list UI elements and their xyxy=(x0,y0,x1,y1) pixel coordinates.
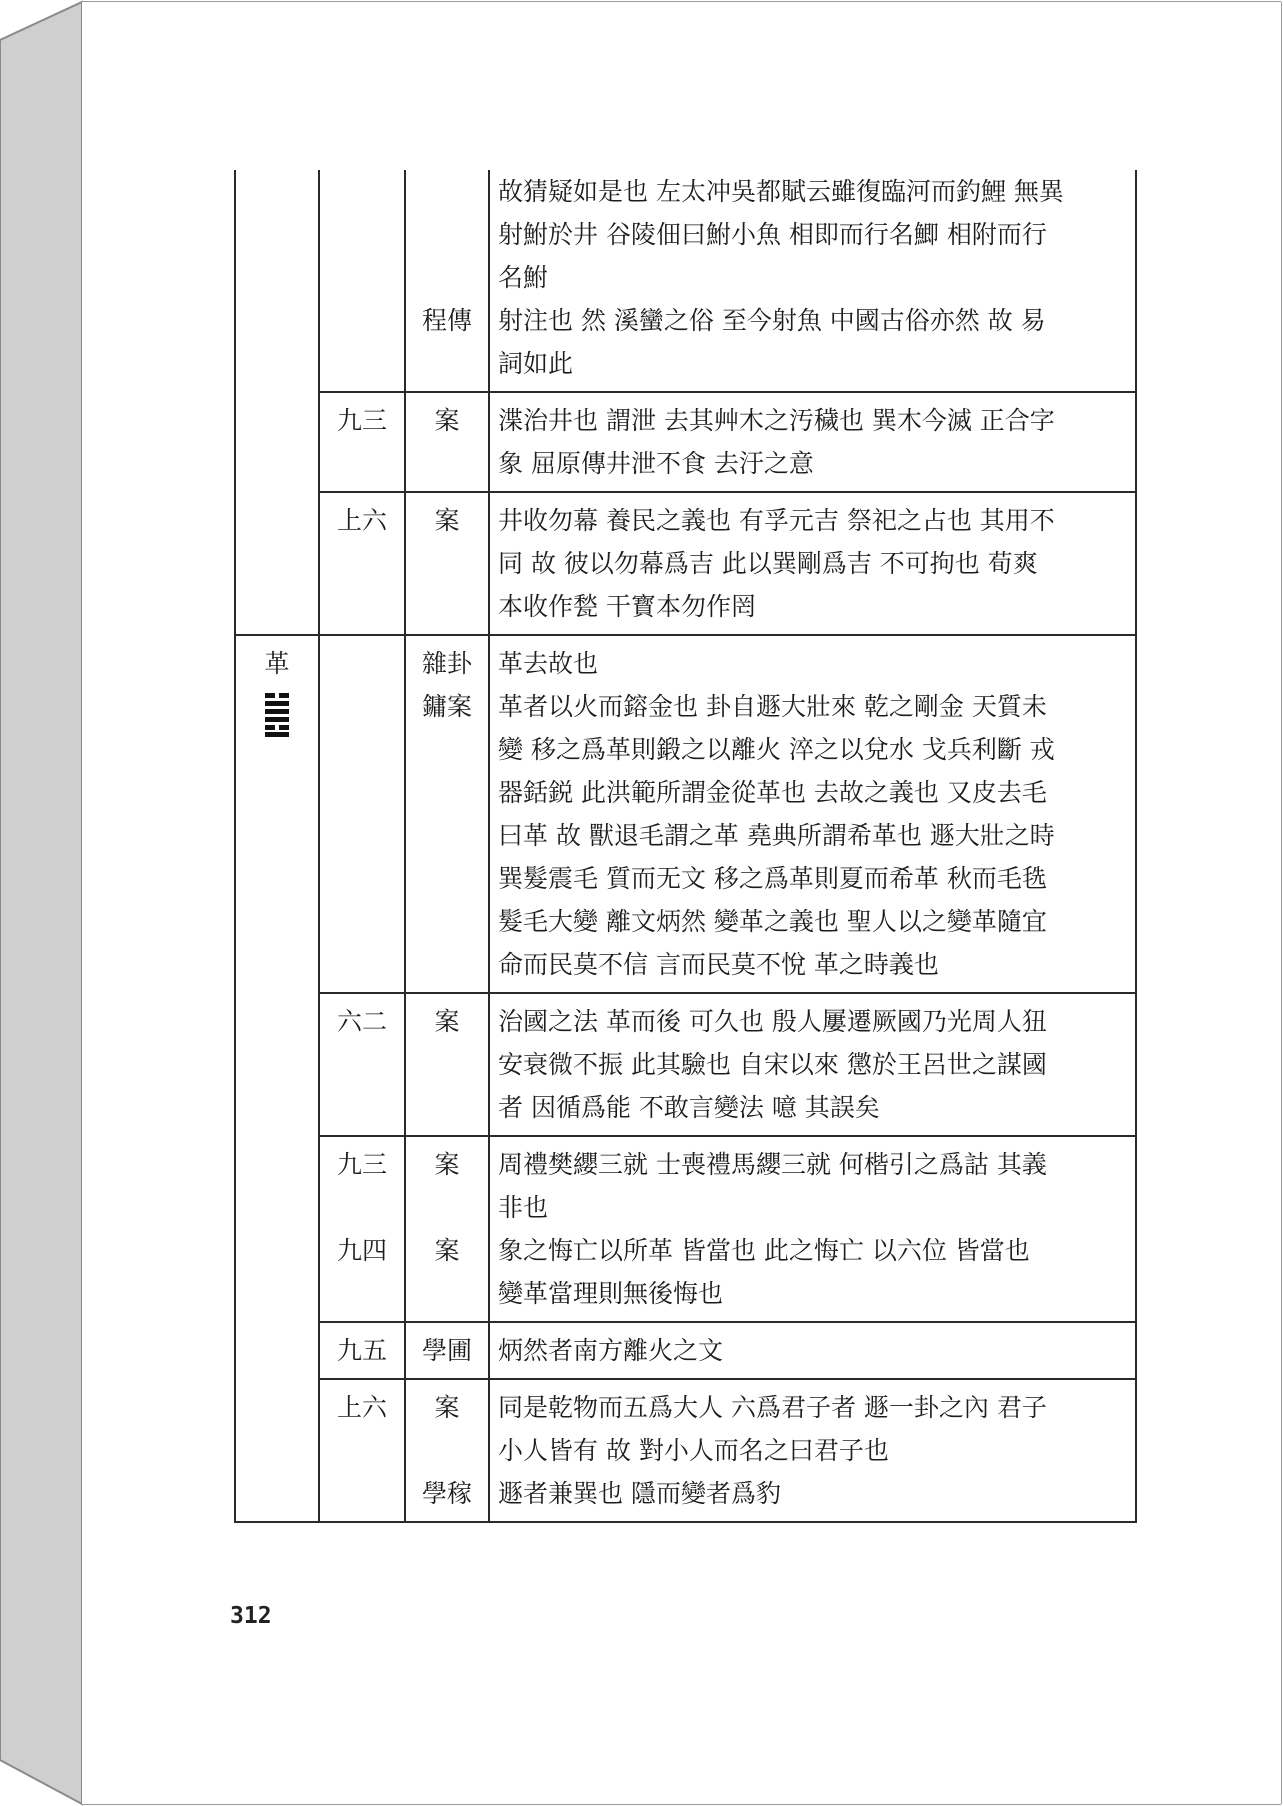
line-label: 上六 xyxy=(336,1393,387,1422)
hexagram-line xyxy=(279,693,289,698)
source-label: 案 xyxy=(434,406,460,435)
table-row xyxy=(235,1136,1136,1322)
hexagram-symbol-icon xyxy=(265,691,289,737)
line-label: 九三 xyxy=(336,406,387,435)
text-line: 變 移之爲革則鍛之以離火 淬之以兌水 戈兵利斷 戎 xyxy=(498,735,1055,764)
line-cell xyxy=(319,993,405,1136)
commentary-cell xyxy=(489,1136,1136,1322)
text-line: 本收作甃 干寳本勿作罔 xyxy=(498,592,756,621)
source-label: 案 xyxy=(434,1007,460,1036)
hexagram-line xyxy=(279,725,289,730)
table-row xyxy=(235,993,1136,1136)
text-line: 射鮒於井 谷陵佃曰鮒小魚 相即而行名鯽 相附而行 xyxy=(498,220,1047,249)
text-line: 安衰微不振 此其驗也 自宋以來 懲於王呂世之謀國 xyxy=(498,1050,1047,1079)
text-line: 者 因循爲能 不敢言變法 噫 其誤矣 xyxy=(498,1093,880,1122)
text-line: 故猜疑如是也 左太冲吳都賦云雖復臨河而釣鯉 無異 xyxy=(498,177,1064,206)
commentary-cell xyxy=(489,392,1136,492)
source-label: 案 xyxy=(434,1150,460,1179)
table-row-continued xyxy=(235,170,1136,392)
hexagram-line xyxy=(265,732,289,737)
source-cell xyxy=(405,170,489,392)
hexagram-name: 革 xyxy=(264,649,290,678)
line-label: 九四 xyxy=(336,1236,387,1265)
commentary-cell xyxy=(489,993,1136,1136)
text-line: 井收勿幕 養民之義也 有孚元吉 祭祀之占也 其用不 xyxy=(498,506,1055,535)
line-cell xyxy=(319,392,405,492)
line-cell xyxy=(319,1379,405,1522)
hexagram-line xyxy=(265,709,289,714)
source-label: 案 xyxy=(434,1236,460,1265)
text-line: 詞如此 xyxy=(498,349,574,378)
text-line: 非也 xyxy=(498,1193,549,1222)
line-cell xyxy=(319,1136,405,1322)
text-line: 變革當理則無後悔也 xyxy=(498,1279,724,1308)
line-label: 九五 xyxy=(336,1336,387,1365)
text-line: 渫治井也 謂泄 去其艸木之汚穢也 巽木今滅 正合字 xyxy=(498,406,1055,435)
source-label: 雜卦 xyxy=(421,649,472,678)
commentary-cell xyxy=(489,170,1136,392)
text-line: 象之悔亡以所革 皆當也 此之悔亡 以六位 皆當也 xyxy=(498,1236,1030,1265)
text-line: 曰革 故 獸退毛謂之革 堯典所謂希革也 遯大壯之時 xyxy=(498,821,1055,850)
line-cell xyxy=(319,492,405,635)
source-label: 程傳 xyxy=(421,306,472,335)
line-cell xyxy=(319,1322,405,1379)
hexagram-line xyxy=(265,725,275,730)
line-cell xyxy=(319,170,405,392)
source-cell xyxy=(405,635,489,993)
source-cell xyxy=(405,1379,489,1522)
source-cell xyxy=(405,492,489,635)
text-line: 器銛鋭 此洪範所謂金從革也 去故之義也 又皮去毛 xyxy=(498,778,1047,807)
text-line: 名鮒 xyxy=(498,263,549,292)
text-line: 射注也 然 溪蠻之俗 至今射魚 中國古俗亦然 故 易 xyxy=(498,306,1046,335)
source-label: 案 xyxy=(434,506,460,535)
commentary-cell xyxy=(489,1379,1136,1522)
hexagram-line xyxy=(265,701,289,706)
text-line: 革者以火而鎔金也 卦自遯大壯來 乾之剛金 天質未 xyxy=(498,692,1047,721)
source-label: 案 xyxy=(434,1393,460,1422)
line-label: 六二 xyxy=(336,1007,387,1036)
table-row xyxy=(235,1322,1136,1379)
text-line: 周禮樊纓三就 士喪禮馬纓三就 何楷引之爲詁 其義 xyxy=(498,1150,1047,1179)
hexagram-cell xyxy=(235,635,319,1522)
table-row-hexagram-opening xyxy=(235,635,1136,993)
source-label: 學圃 xyxy=(421,1336,472,1365)
text-line: 象 屈原傳井泄不食 去汙之意 xyxy=(498,449,814,478)
source-label xyxy=(414,170,480,299)
commentary-cell xyxy=(489,1322,1136,1379)
text-line: 巽髮震毛 質而无文 移之爲革則夏而希革 秋而毛毨 xyxy=(498,864,1047,893)
source-label: 學稼 xyxy=(421,1479,472,1508)
hexagram-cell-continued xyxy=(235,170,319,635)
page-number: 312 xyxy=(230,1603,272,1629)
text-line: 治國之法 革而後 可久也 殷人屢遷厥國乃光周人狃 xyxy=(498,1007,1047,1036)
source-cell xyxy=(405,392,489,492)
text-line: 小人皆有 故 對小人而名之曰君子也 xyxy=(498,1436,889,1465)
commentary-cell xyxy=(489,492,1136,635)
line-label: 上六 xyxy=(336,506,387,535)
source-cell xyxy=(405,1322,489,1379)
source-cell xyxy=(405,993,489,1136)
source-label: 鏞案 xyxy=(421,692,472,721)
text-line: 髮毛大變 離文炳然 變革之義也 聖人以之變革隨宜 xyxy=(498,907,1047,936)
source-cell xyxy=(405,1136,489,1322)
line-label: 九三 xyxy=(336,1150,387,1179)
text-line: 革去故也 xyxy=(498,649,599,678)
commentary-cell xyxy=(489,635,1136,993)
line-cell xyxy=(319,635,405,993)
text-line: 同是乾物而五爲大人 六爲君子者 遯一卦之內 君子 xyxy=(498,1393,1047,1422)
text-line: 同 故 彼以勿幕爲吉 此以巽剛爲吉 不可拘也 荀爽 xyxy=(498,549,1038,578)
commentary-table xyxy=(234,170,1137,1523)
text-line: 遯者兼巽也 隱而變者爲豹 xyxy=(498,1479,781,1508)
hexagram-line xyxy=(265,717,289,722)
hexagram-line xyxy=(265,693,275,698)
text-line: 命而民莫不信 言而民莫不悅 革之時義也 xyxy=(498,950,939,979)
table-row xyxy=(235,392,1136,492)
table-row xyxy=(235,492,1136,635)
table-row xyxy=(235,1379,1136,1522)
text-line: 炳然者南方離火之文 xyxy=(498,1336,724,1365)
